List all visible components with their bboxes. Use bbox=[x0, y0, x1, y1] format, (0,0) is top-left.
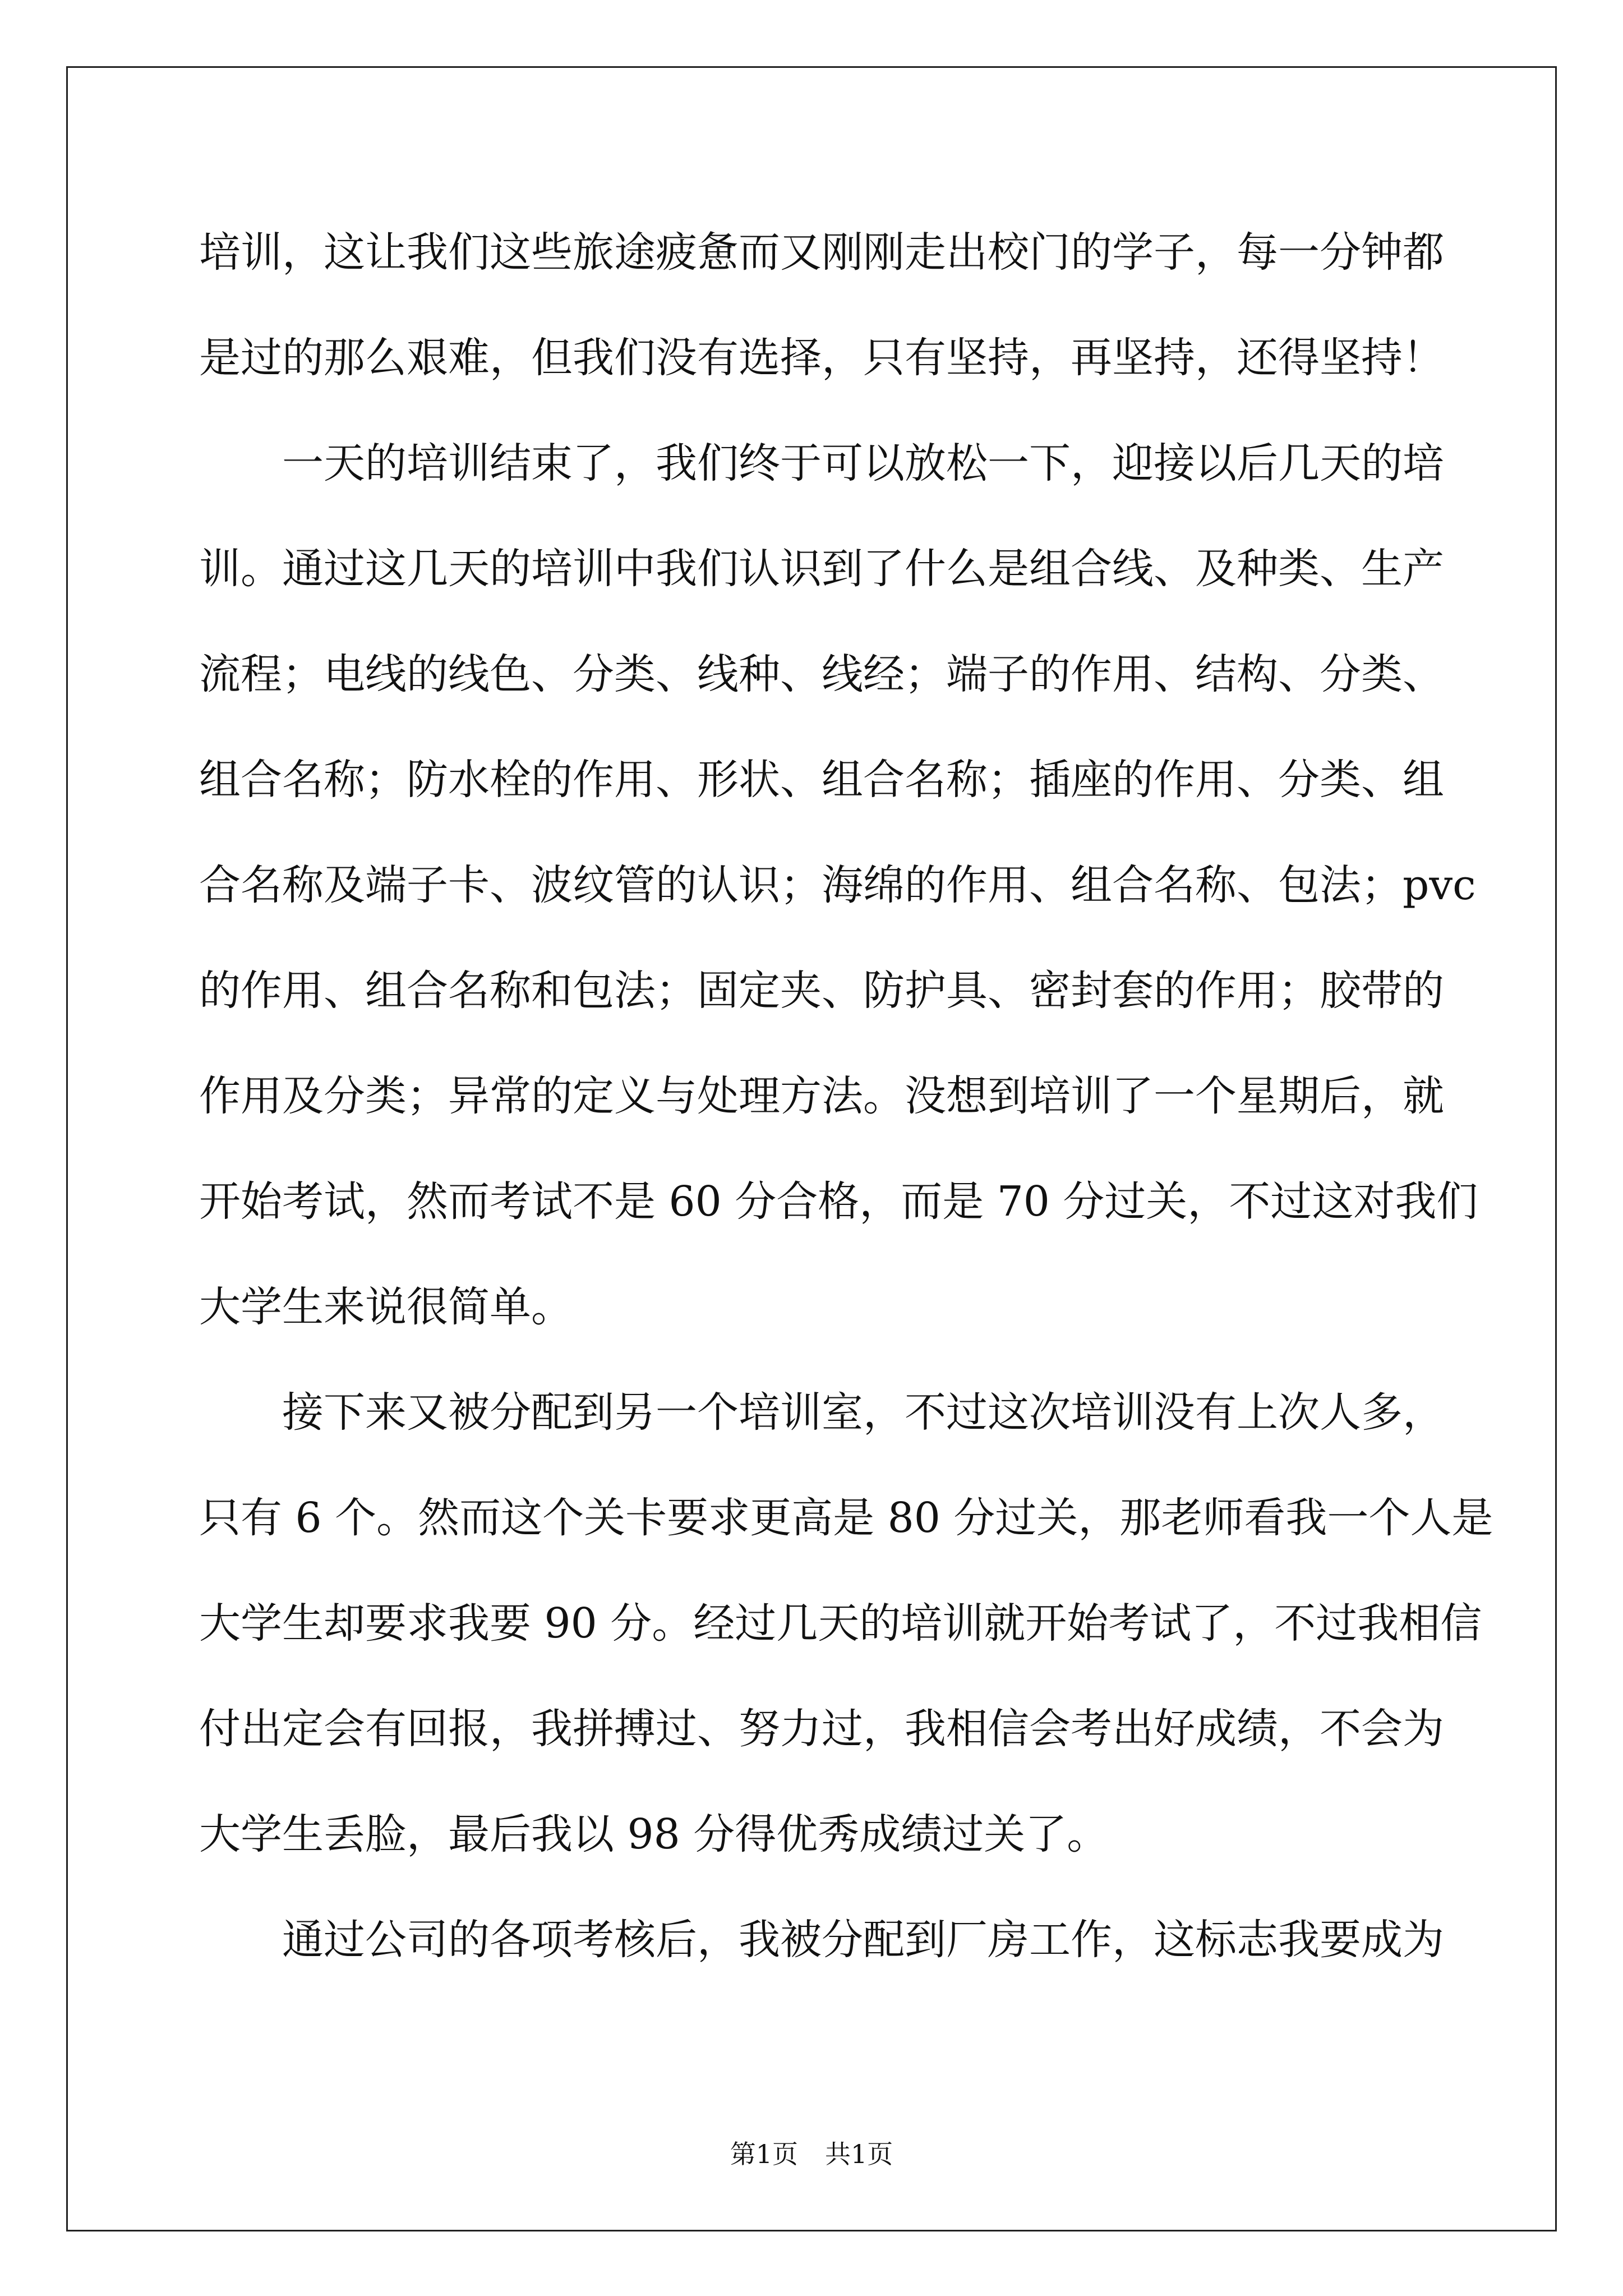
paragraph-start-line: 通过公司的各项考核后，我被分配到厂房工作，这标志我要成为 bbox=[282, 1916, 1444, 1964]
paragraph-start-line: 接下来又被分配到另一个培训室，不过这次培训没有上次人多， bbox=[282, 1388, 1444, 1437]
text-line: 付出定会有回报，我拼搏过、努力过，我相信会考出好成绩，不会为 bbox=[199, 1705, 1444, 1753]
page-total: 共1页 bbox=[825, 2139, 893, 2169]
text-line: 合名称及端子卡、波纹管的认识；海绵的作用、组合名称、包法；pvc bbox=[199, 861, 1476, 909]
paragraph-start-line: 一天的培训结束了，我们终于可以放松一下，迎接以后几天的培 bbox=[282, 439, 1444, 487]
text-line: 流程；电线的线色、分类、线种、线经；端子的作用、结构、分类、 bbox=[199, 650, 1444, 698]
page-footer bbox=[0, 2137, 1623, 2171]
paragraph-end-line: 大学生来说很简单。 bbox=[199, 1283, 573, 1331]
text-line: 是过的那么艰难，但我们没有选择，只有坚持，再坚持，还得坚持！ bbox=[199, 334, 1444, 382]
text-line: 的作用、组合名称和包法；固定夹、防护具、密封套的作用；胶带的 bbox=[199, 967, 1444, 1015]
text-line: 开始考试，然而考试不是 60 分合格，而是 70 分过关，不过这对我们 bbox=[199, 1177, 1478, 1226]
text-line: 只有 6 个。然而这个关卡要求更高是 80 分过关，那老师看我一个人是 bbox=[199, 1494, 1493, 1542]
text-line: 组合名称；防水栓的作用、形状、组合名称；插座的作用、分类、组 bbox=[199, 756, 1444, 804]
text-line: 作用及分类；异常的定义与处理方法。没想到培训了一个星期后，就 bbox=[199, 1072, 1444, 1120]
text-line: 训。通过这几天的培训中我们认识到了什么是组合线、及种类、生产 bbox=[199, 545, 1444, 593]
page-number: 第1页 bbox=[730, 2139, 798, 2169]
paragraph-end-line: 大学生丢脸，最后我以 98 分得优秀成绩过关了。 bbox=[199, 1810, 1109, 1858]
text-line: 培训，这让我们这些旅途疲惫而又刚刚走出校门的学子，每一分钟都 bbox=[199, 228, 1444, 277]
text-line: 大学生却要求我要 90 分。经过几天的培训就开始考试了，不过我相信 bbox=[199, 1599, 1482, 1648]
document-body bbox=[199, 210, 1493, 2003]
